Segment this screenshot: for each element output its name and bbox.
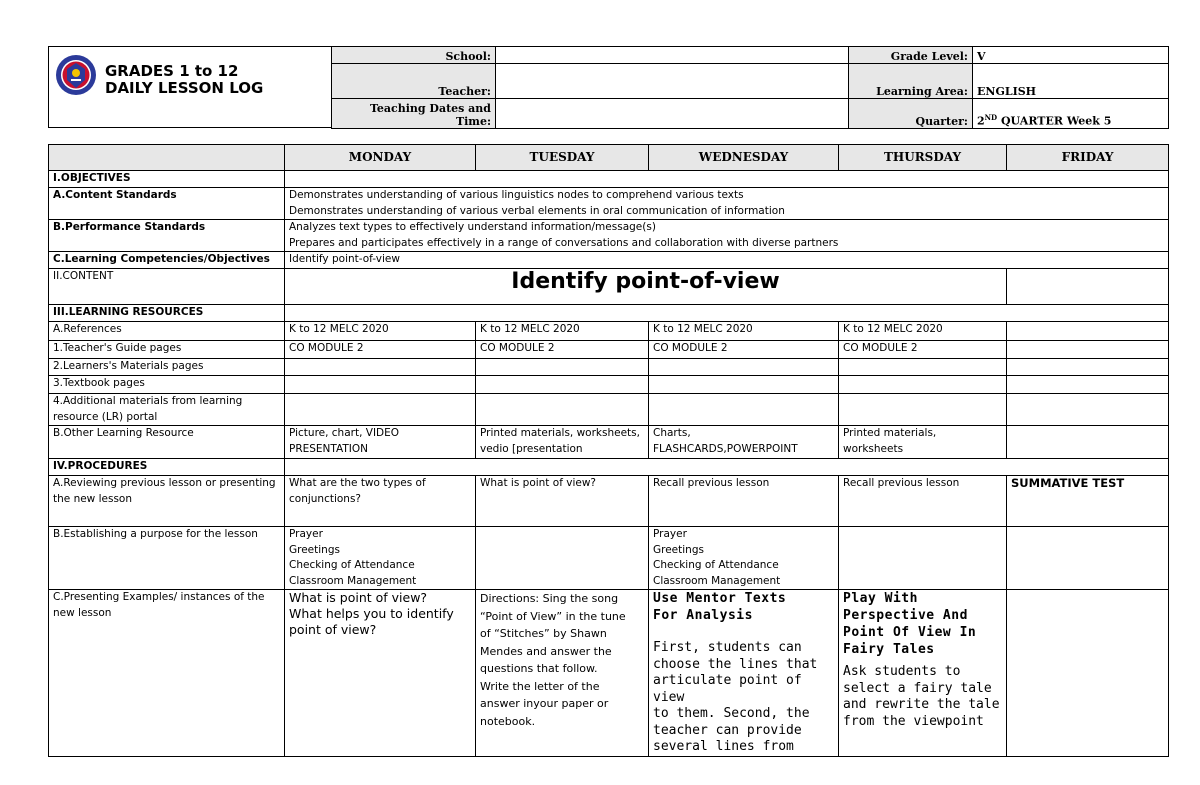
fairy-tales-heading: Perspective And [843,608,968,623]
references-thursday: K to 12 MELC 2020 [839,322,1007,341]
presenting-wednesday [649,590,839,757]
direction-line: Mendes and answer the [480,644,612,658]
learners-materials-row [49,359,1169,376]
teaching-dates-label-line1: Teaching Dates and [369,102,491,115]
day-wednesday: WEDNESDAY [649,145,839,171]
purpose-wednesday [649,527,839,590]
presenting-label [49,590,285,757]
purpose-label: B.Establishing a purpose for the lesson [49,527,285,590]
presenting-label-line2: new lesson [53,606,112,619]
teachers-guide-row [49,341,1169,359]
resource-line: PRESENTATION [289,442,369,455]
purpose-thursday [839,527,1007,590]
teachers-guide-friday [1007,341,1169,359]
content-label: II.CONTENT [49,269,285,305]
fairy-tales-line: and rewrite the tale [843,697,1000,712]
mentor-texts-line: articulate point of view [653,673,802,705]
direction-line: of “Stitches” by Shawn [480,627,607,640]
purpose-line: Greetings [653,543,704,556]
quarter-label: Quarter: [849,99,973,129]
purpose-monday [285,527,476,590]
purpose-line: Greetings [289,543,340,556]
empty-cell [649,359,839,376]
teaching-dates-label-line2: Time: [455,115,491,128]
references-monday: K to 12 MELC 2020 [285,322,476,341]
spacer [653,624,834,640]
resource-line: vedio [presentation [480,442,583,455]
mentor-texts-line: choose the lines that [653,656,818,672]
grade-level-value: V [973,47,1169,64]
content-standard-line: Demonstrates understanding of various verbal elements in oral communication of information [289,204,785,217]
empty-cell [476,359,649,376]
day-thursday: THURSDAY [839,145,1007,171]
performance-standards-label: B.Performance Standards [49,220,285,252]
quarter-ordinal: ND [984,113,998,123]
header-title-box [48,46,332,128]
presenting-row [49,590,1169,757]
empty-cell [476,376,649,394]
resource-line: worksheets [843,442,904,455]
presenting-line: What is point of view? [289,590,428,605]
other-resource-friday [1007,426,1169,459]
procedures-spacer [285,459,1169,476]
other-resource-monday [285,426,476,459]
learning-area-label: Learning Area: [849,64,973,99]
references-friday [1007,322,1169,341]
performance-standards-row [49,220,1169,252]
mentor-texts-line: teacher can provide [653,722,802,738]
other-resource-tuesday [476,426,649,459]
school-label: School: [332,47,496,64]
direction-line: questions that follow. [480,662,598,675]
learning-resources-row [49,305,1169,322]
content-standards-row [49,188,1169,220]
references-row [49,322,1169,341]
empty-cell [649,376,839,394]
resource-line: Charts, [653,427,691,439]
document-title [105,63,263,97]
purpose-row [49,527,1169,590]
teachers-guide-tuesday: CO MODULE 2 [476,341,649,359]
presenting-line: point of view? [289,622,377,637]
title-line-2: DAILY LESSON LOG [105,79,264,97]
resource-line: Picture, chart, VIDEO [289,427,400,439]
resource-line: Printed materials, [843,427,937,439]
fairy-tales-line: select a fairy tale [843,680,992,696]
day-tuesday: TUESDAY [476,145,649,171]
empty-cell [839,359,1007,376]
fairy-tales-heading: Point Of View In [843,625,977,640]
learning-area-value: ENGLISH [973,64,1169,99]
references-label: A.References [49,322,285,341]
quarter-value [973,99,1169,129]
empty-cell [476,394,649,426]
purpose-line: Classroom Management [289,574,417,587]
corner-cell [49,145,285,171]
direction-line: Write the letter of the [480,679,600,693]
references-wednesday: K to 12 MELC 2020 [649,322,839,341]
mentor-texts-line: First, students can [653,640,802,655]
presenting-thursday [839,590,1007,757]
additional-materials-label-line1: 4.Additional materials from learning [53,395,243,407]
reviewing-row [49,476,1169,527]
review-line: conjunctions? [289,492,362,505]
content-standard-line: Demonstrates understanding of various linguistics nodes to comprehend various texts [289,189,744,201]
content-standards-value [285,188,1169,220]
presenting-friday [1007,590,1169,757]
direction-line: answer inyour paper or [480,697,609,710]
grade-level-label: Grade Level: [849,47,973,64]
deped-seal-icon [55,54,97,96]
other-resource-wednesday [649,426,839,459]
objectives-spacer [285,171,1169,188]
other-resource-label: B.Other Learning Resource [49,426,285,459]
direction-line: “Point of View” in the tune [480,609,626,623]
quarter-number: 2 [977,115,985,128]
review-line: What are the two types of [289,477,426,489]
fairy-tales-line: Ask students to [843,664,961,679]
empty-cell [285,376,476,394]
purpose-line: Prayer [653,528,687,540]
reviewing-label [49,476,285,527]
purpose-tuesday [476,527,649,590]
empty-cell [285,394,476,426]
performance-standards-value [285,220,1169,252]
daily-lesson-log-table [48,144,1169,757]
additional-materials-row [49,394,1169,426]
empty-cell [649,394,839,426]
summative-test-label: SUMMATIVE TEST [1007,476,1169,527]
direction-line: Directions: Sing the song [480,592,619,605]
textbook-row [49,376,1169,394]
content-friday [1007,269,1169,305]
mentor-texts-heading: For Analysis [653,608,753,623]
empty-cell [1007,376,1169,394]
teachers-guide-monday: CO MODULE 2 [285,341,476,359]
teachers-guide-wednesday: CO MODULE 2 [649,341,839,359]
presenting-line: What helps you to identify [289,606,454,621]
header-info-table [331,46,1169,129]
empty-cell [285,359,476,376]
empty-cell [839,376,1007,394]
mentor-texts-line: several lines from [653,739,794,754]
additional-materials-label [49,394,285,426]
teaching-dates-label [332,99,496,129]
purpose-friday [1007,527,1169,590]
additional-materials-label-line2: resource (LR) portal [53,410,158,423]
learning-resources-heading: III.LEARNING RESOURCES [49,305,285,322]
title-line-1: GRADES 1 to 12 [105,62,239,80]
content-standards-label: A.Content Standards [49,188,285,220]
presenting-label-line1: C.Presenting Examples/ instances of the [53,591,265,603]
reviewing-label-line1: A.Reviewing previous lesson or presenting [53,477,276,489]
purpose-line: Prayer [289,528,323,540]
presenting-tuesday [476,590,649,757]
resource-line: FLASHCARDS,POWERPOINT [653,442,798,455]
teacher-label: Teacher: [332,64,496,99]
fairy-tales-heading: Play With [843,591,918,606]
fairy-tales-line: from the viewpoint [843,713,984,729]
objectives-row [49,171,1169,188]
purpose-line: Checking of Attendance [653,559,779,571]
empty-cell [1007,359,1169,376]
content-row [49,269,1169,305]
reviewing-wednesday: Recall previous lesson [649,476,839,527]
procedures-row [49,459,1169,476]
learners-materials-label: 2.Learners's Materials pages [49,359,285,376]
mentor-texts-line: to them. Second, the [653,706,810,721]
objectives-heading: I.OBJECTIVES [49,171,285,188]
day-monday: MONDAY [285,145,476,171]
performance-standard-line: Analyzes text types to effectively understand information/message(s) [289,221,656,233]
other-resource-row [49,426,1169,459]
learning-resources-spacer [285,305,1169,322]
resource-line: Printed materials, worksheets, [480,427,640,439]
purpose-line: Classroom Management [653,574,781,587]
fairy-tales-heading: Fairy Tales [843,642,935,657]
direction-line: notebook. [480,714,536,728]
content-title: Identify point-of-view [285,269,1007,305]
teachers-guide-label: 1.Teacher's Guide pages [49,341,285,359]
procedures-heading: IV.PROCEDURES [49,459,285,476]
competencies-value: Identify point-of-view [285,252,1169,269]
mentor-texts-heading: Use Mentor Texts [653,591,787,606]
quarter-text: QUARTER Week 5 [997,115,1112,128]
reviewing-label-line2: the new lesson [53,492,133,505]
day-friday: FRIDAY [1007,145,1169,171]
reviewing-thursday: Recall previous lesson [839,476,1007,527]
performance-standard-line: Prepares and participates effectively in a range of conversations and collaboration with diverse partners [289,236,839,249]
presenting-monday [285,590,476,757]
competencies-label: C.Learning Competencies/Objectives [49,252,285,269]
other-resource-thursday [839,426,1007,459]
competencies-row [49,252,1169,269]
teaching-dates-field [496,99,849,129]
teachers-guide-thursday: CO MODULE 2 [839,341,1007,359]
purpose-line: Checking of Attendance [289,559,415,571]
textbook-label: 3.Textbook pages [49,376,285,394]
school-field [496,47,849,64]
empty-cell [839,394,1007,426]
reviewing-monday [285,476,476,527]
reviewing-tuesday: What is point of view? [476,476,649,527]
teacher-field [496,64,849,99]
empty-cell [1007,394,1169,426]
day-header-row [49,145,1169,171]
references-tuesday: K to 12 MELC 2020 [476,322,649,341]
